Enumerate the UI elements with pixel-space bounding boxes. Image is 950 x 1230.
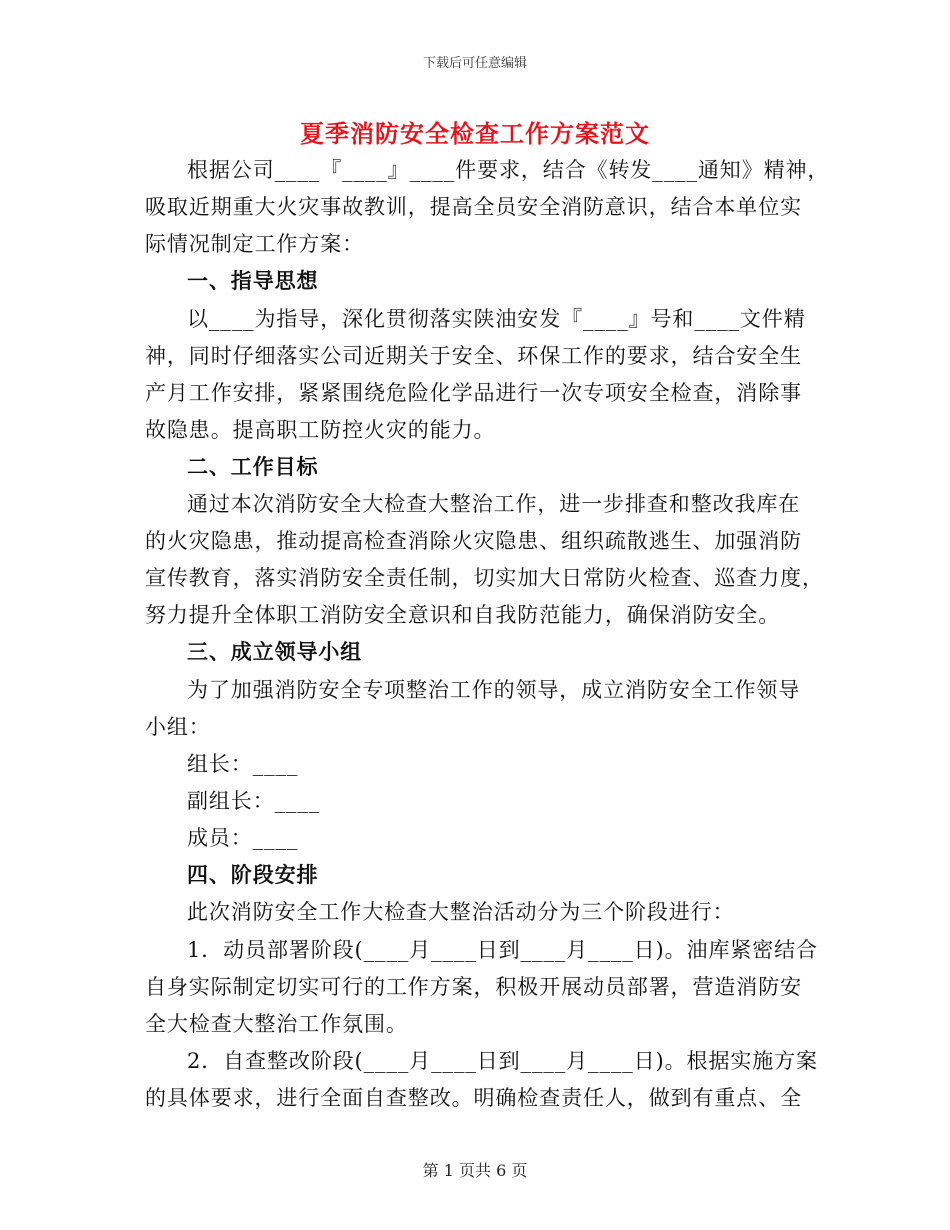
paragraph-line: 通过本次消防安全大检查大整治工作，进一步排查和整改我库在 (187, 492, 801, 516)
paragraph-line: 1．动员部署阶段(____月____日到____月____日)。油库紧密结合 (187, 938, 818, 962)
paragraph-line: 2．自查整改阶段(____月____日到____月____日)。根据实施方案 (187, 1049, 818, 1073)
paragraph-line: 产月工作安排，紧紧围绕危险化学品进行一次专项安全检查，消除事 (145, 381, 802, 405)
section-heading-2: 二、工作目标 (187, 455, 319, 479)
section-heading-4: 四、阶段安排 (187, 863, 319, 887)
paragraph-line: 宣传教育，落实消防安全责任制，切实加大日常防火检查、巡查力度， (145, 566, 824, 590)
paragraph-line: 此次消防安全工作大检查大整治活动分为三个阶段进行： (187, 900, 735, 924)
paragraph-line: 努力提升全体职工消防安全意识和自我防范能力，确保消防安全。 (145, 603, 781, 627)
paragraph-line: 根据公司____『____』____件要求，结合《转发____通知》精神， (187, 158, 830, 182)
paragraph-line: 全大检查大整治工作氛围。 (145, 1012, 408, 1036)
paragraph-line: 际情况制定工作方案： (145, 232, 364, 256)
paragraph-line: 故隐患。提高职工防控火灾的能力。 (145, 418, 496, 442)
paragraph-line: 的火灾隐患，推动提高检查消除火灾隐患、组织疏散逃生、加强消防 (145, 529, 802, 553)
leader-field: 组长：____ (187, 752, 299, 776)
section-heading-3: 三、成立领导小组 (187, 640, 363, 664)
paragraph-line: 以____为指导，深化贯彻落实陕油安发『____』号和____文件精 (187, 307, 806, 331)
paragraph-line: 为了加强消防安全专项整治工作的领导，成立消防安全工作领导 (187, 678, 801, 702)
section-heading-1: 一、指导思想 (187, 269, 319, 293)
paragraph-line: 小组： (145, 715, 211, 739)
page-number: 第 1 页共 6 页 (422, 1161, 528, 1180)
paragraph-line: 吸取近期重大火灾事故教训，提高全员安全消防意识，结合本单位实 (145, 195, 802, 219)
paragraph-line: 自身实际制定切实可行的工作方案，积极开展动员部署，营造消防安 (145, 975, 802, 999)
deputy-leader-field: 副组长：____ (187, 789, 321, 813)
header-note: 下载后可任意编辑 (422, 56, 527, 71)
paragraph-line: 神，同时仔细落实公司近期关于安全、环保工作的要求，结合安全生 (145, 344, 802, 368)
paragraph-line: 的具体要求，进行全面自查整改。明确检查责任人，做到有重点、全 (145, 1086, 802, 1110)
members-field: 成员：____ (187, 826, 299, 850)
document-title: 夏季消防安全检查工作方案范文 (300, 119, 650, 148)
